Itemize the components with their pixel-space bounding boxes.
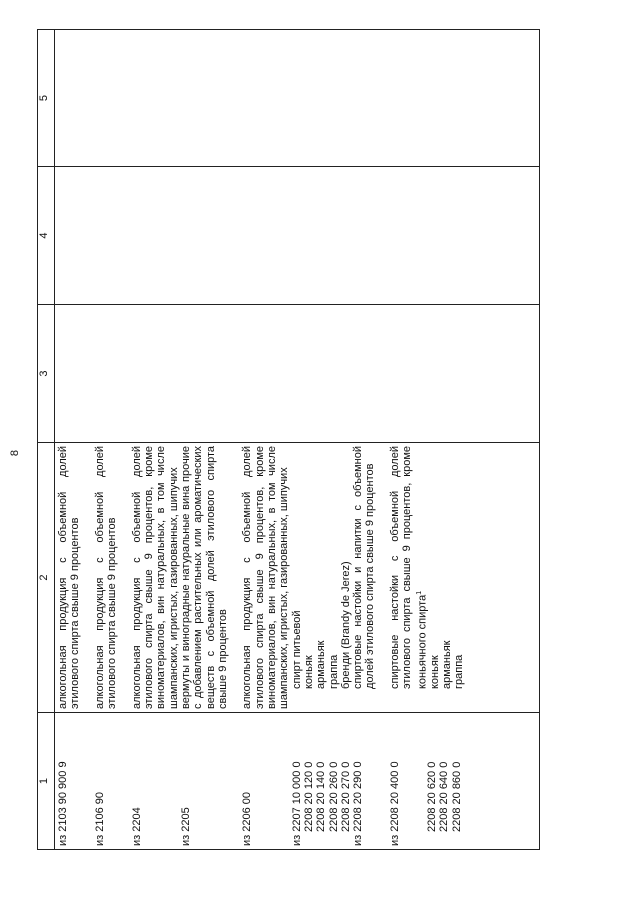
hs-code: 2208 20 620 0 [425,761,438,832]
hs-code: из 2208 20 290 0 [352,761,365,846]
subitem-text: коньяк [428,655,441,689]
hs-code: из 2103 90 900 9 [57,761,69,846]
item-description: вермуты и виноградные натуральные вина прочие с добавлением растительных или ароматических веществ с объемной долей этилового спирта свыше 9 процентов [179,446,229,709]
subitem-text: граппа [453,654,466,689]
hs-code: из 2205 [179,807,192,846]
hs-code: из 2204 [130,807,143,846]
rotated-table-sheet [37,0,552,850]
subitem-text: спиртовые настойки и напитки с объемной долей этилового спирта свыше 9 процентов [352,446,377,689]
subitem-text: арманьяк [440,640,453,689]
header-col-3: 3 [38,305,55,443]
hs-code: 2208 20 860 0 [450,761,463,832]
hs-code: 2208 20 140 0 [315,761,328,832]
header-col-4: 4 [38,167,55,305]
subitem-text: бренди (Brandy de Jerez) [339,561,352,689]
descriptions-cell [55,443,540,713]
hs-code: из 2106 90 [93,791,106,846]
hs-code: 2208 20 640 0 [438,761,451,832]
footnote-marker: 1 [415,590,423,595]
item-description: алкогольная продукция с объемной долей этилового спирта свыше 9 процентов [93,446,119,709]
item-description: алкогольная продукция с объемной долей этилового спирта свыше 9 процентов, кроме виноматериалов, вин натуральных, в том числе шампанских, игристых, газированных, шипучих [130,446,180,709]
column-5-cell [55,30,540,167]
subitem-description [328,446,340,709]
header-row [38,30,55,850]
column-3-cell [55,305,540,443]
header-col-2: 2 [38,443,55,713]
subitem-description [453,446,465,709]
hs-code: 2208 20 270 0 [339,761,352,832]
codes-cell [55,713,540,850]
tariff-table [37,29,540,850]
subitem-description [291,446,303,709]
subitem-text: арманьяк [315,640,328,689]
subitem-description [441,446,453,709]
header-col-5: 5 [38,30,55,167]
column-4-cell [55,167,540,305]
hs-code: 2208 20 260 0 [327,761,340,832]
subitem-text: граппа [327,654,340,689]
subitem-text: спиртовые настойки с объемной долей этилового спирта свыше 9 процентов, кроме коньячного спирта [389,446,429,689]
hs-code: из 2208 20 400 0 [389,761,402,846]
hs-code: из 2206 00 [241,791,254,846]
subitem-description [389,446,429,709]
item-description: алкогольная продукция с объемной долей этилового спирта свыше 9 процентов, кроме виноматериалов, вин натуральных, в том числе шампанских, игристых, газированных, шипучих [241,446,291,709]
subitem-description [303,446,315,709]
subitem-description [315,446,327,709]
page-number: 8 [9,449,22,457]
hs-code: из 2207 10 000 0 [290,761,303,846]
item-description: алкогольная продукция с объемной долей этилового спирта свыше 9 процентов [57,446,82,709]
hs-code: 2208 20 120 0 [302,761,315,832]
subitem-description [429,446,441,709]
table-row [55,30,540,850]
header-col-1: 1 [38,713,55,850]
subitem-description [352,446,389,709]
subitem-text: спирт питьевой [290,610,303,689]
subitem-text: коньяк [302,655,315,689]
subitem-description [340,446,352,709]
